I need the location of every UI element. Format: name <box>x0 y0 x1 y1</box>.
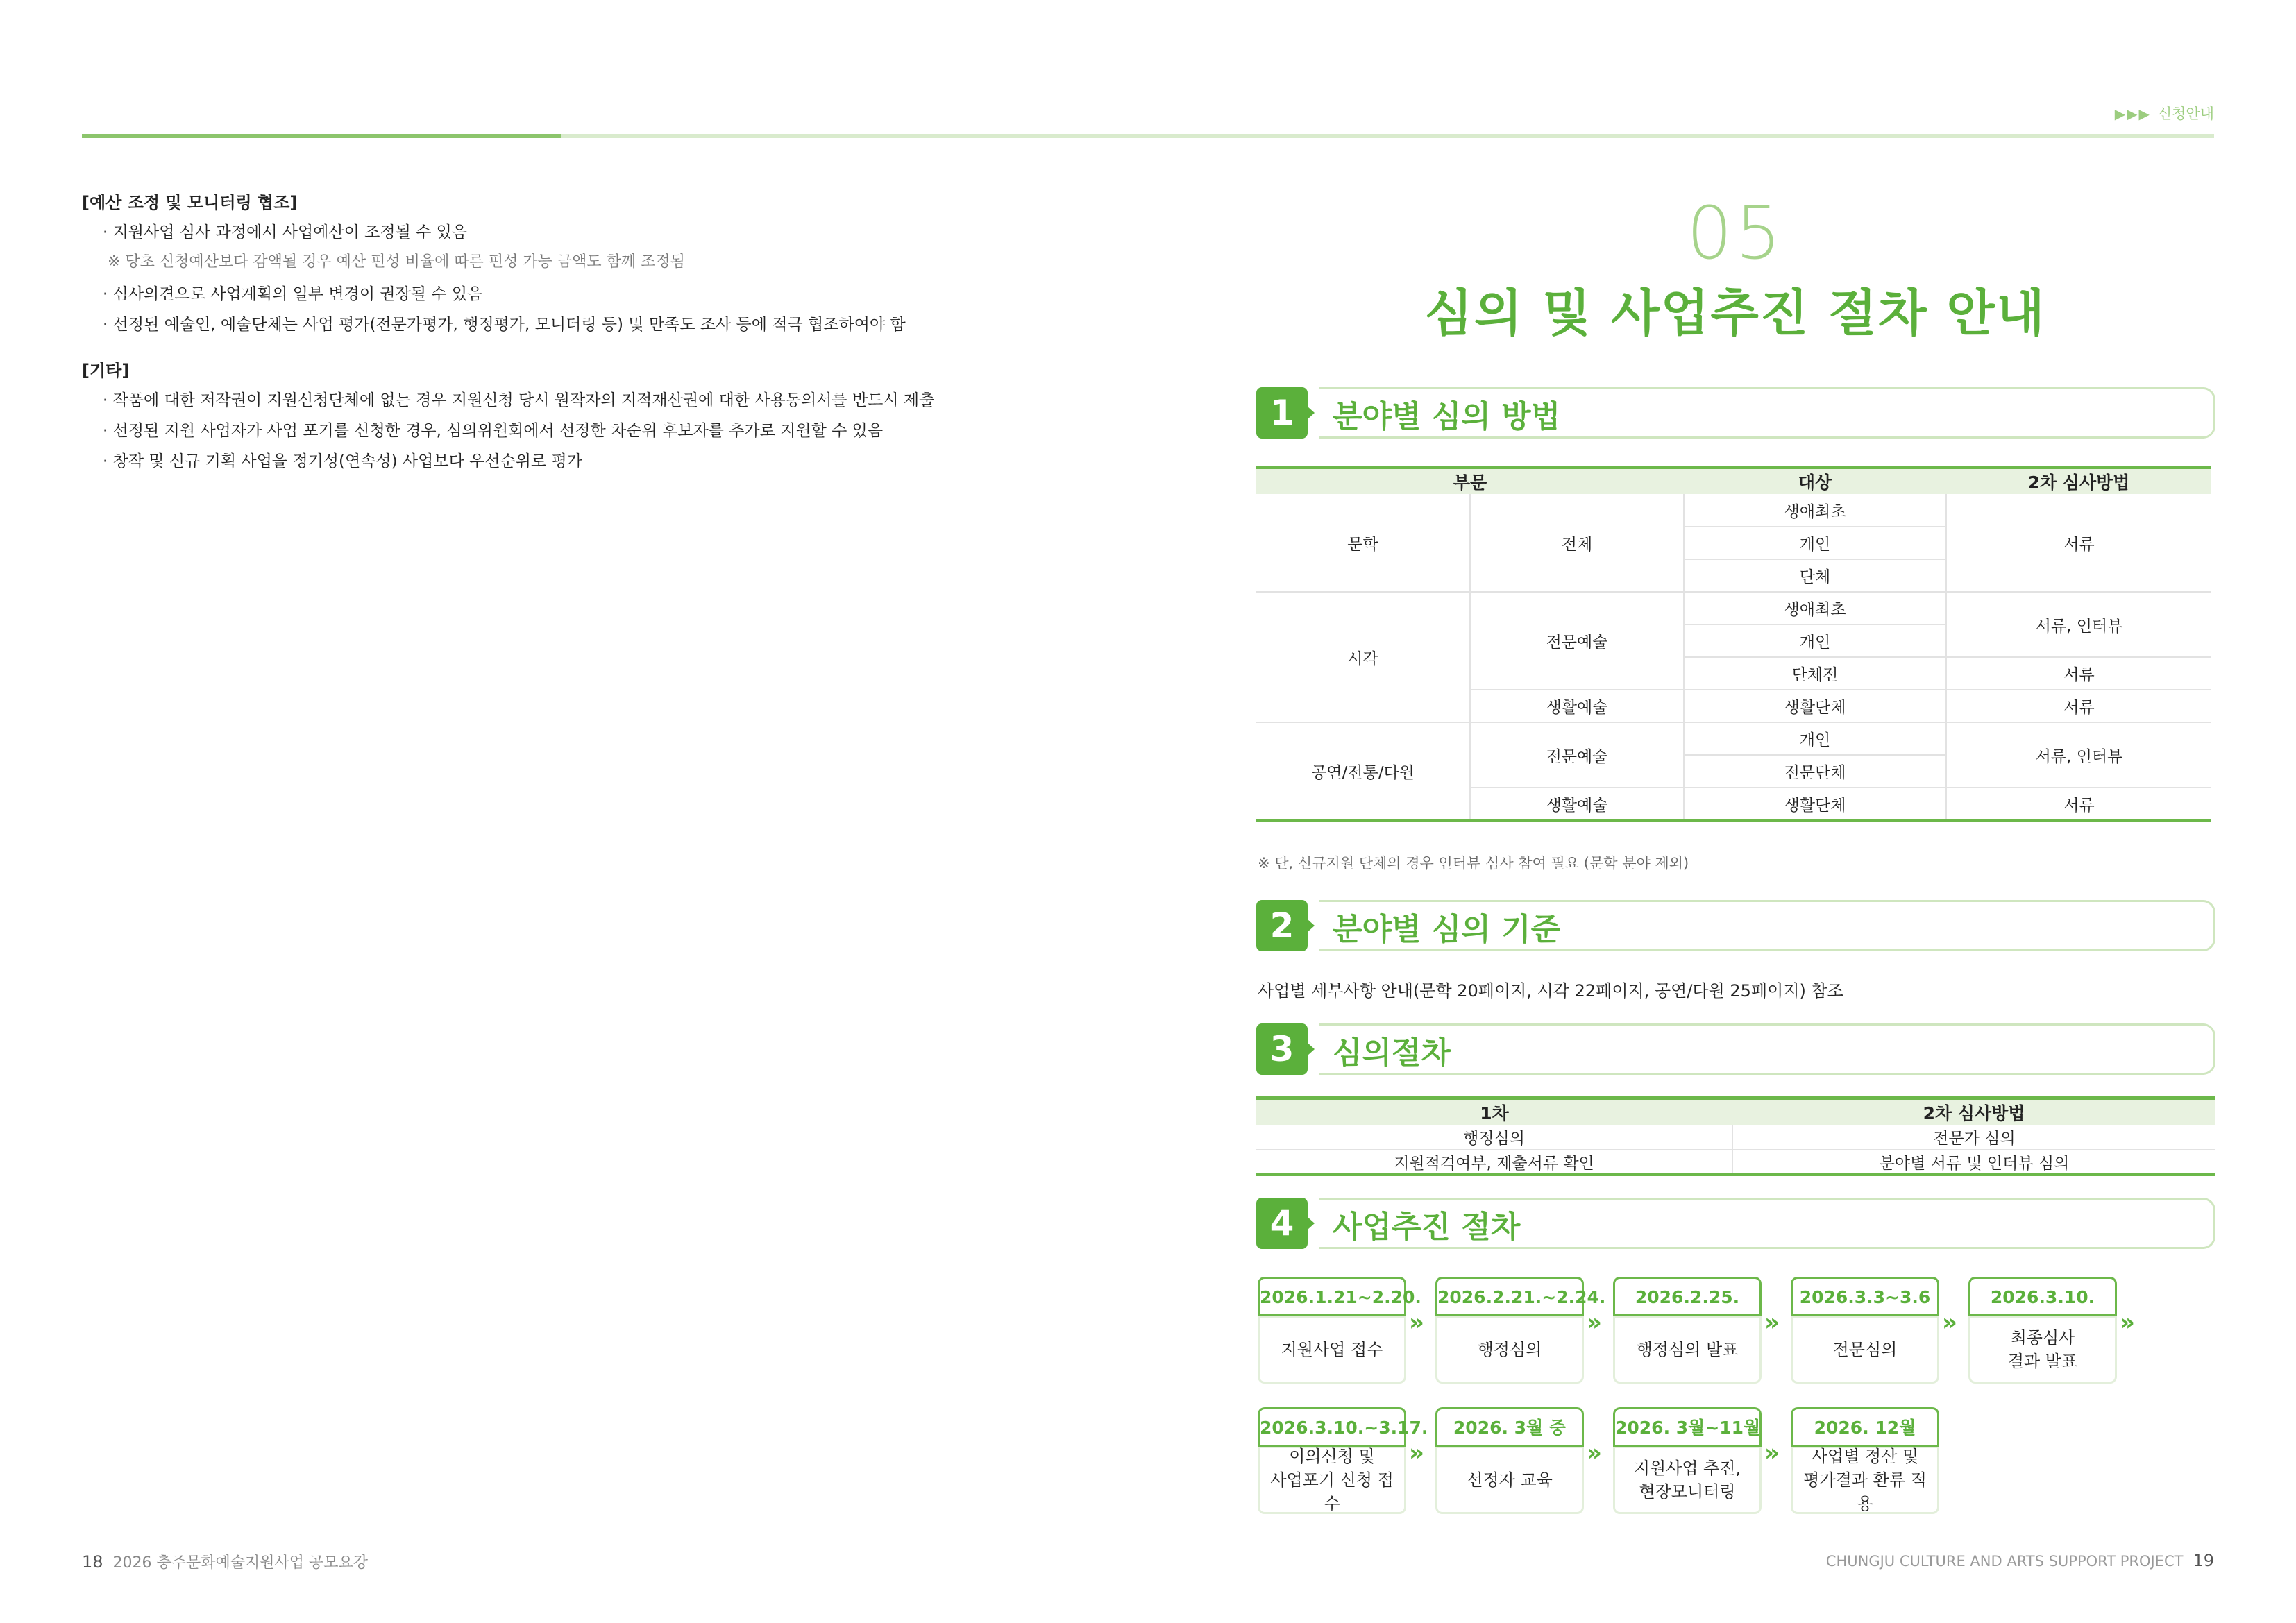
step-label: 지원사업 접수 <box>1281 1340 1383 1359</box>
step-divider <box>1258 1314 1406 1316</box>
subcategory-cell: 생활예술 <box>1470 788 1684 820</box>
step-label: 사업별 정산 및 <box>1811 1447 1919 1466</box>
etc-item: · 선정된 지원 사업자가 사업 포기를 신청한 경우, 심의위원회에서 선정한 차순위 후보자를 추가로 지원할 수 있음 <box>103 422 884 440</box>
target-cell: 전문단체 <box>1684 755 1946 788</box>
target-cell: 단체 <box>1684 559 1946 592</box>
section-2-heading <box>1256 900 2215 951</box>
section-3-heading <box>1256 1023 2215 1075</box>
header-cell: 2차 심사방법 <box>1946 468 2211 495</box>
step-body <box>1435 1446 1584 1514</box>
badge-pointer-icon <box>1308 1217 1315 1230</box>
step-body <box>1613 1446 1762 1514</box>
chapter-title: 심의 및 사업추진 절차 안내 <box>1424 284 2046 342</box>
method-cell: 서류 <box>1946 657 2211 690</box>
process-step <box>1968 1277 2117 1384</box>
section-1-heading <box>1256 387 2215 439</box>
step-divider <box>1613 1314 1762 1316</box>
process-step <box>1613 1277 1762 1384</box>
step-body <box>1791 1316 1939 1384</box>
etc-item: · 작품에 대한 저작권이 지원신청단체에 없는 경우 지원신청 당시 원작자의 지적재산권에 대한 사용동의서를 반드시 제출 <box>103 391 935 409</box>
step-label: 지원사업 추진, <box>1633 1459 1741 1478</box>
category-cell: 공연/전통/다원 <box>1256 722 1470 820</box>
step-label-2: 현장모니터링 <box>1639 1482 1736 1502</box>
step-divider <box>1791 1314 1939 1316</box>
target-cell: 개인 <box>1684 722 1946 755</box>
step-body <box>1258 1316 1406 1384</box>
step-label-2: 사업포기 신청 접수 <box>1270 1470 1394 1513</box>
budget-item: · 선정된 예술인, 예술단체는 사업 평가(전문가평가, 행정평가, 모니터링 등) 및 만족도 조사 등에 적극 협조하여야 함 <box>103 316 906 334</box>
etc-item: · 창작 및 신규 기획 사업을 정기성(연속성) 사업보다 우선순위로 평가 <box>103 452 582 470</box>
heading-frame <box>1319 1023 2215 1075</box>
chevron-right-icon: » <box>1764 1439 1780 1467</box>
step-body <box>1258 1446 1406 1514</box>
step-date: 2026. 3월~11월 <box>1613 1407 1762 1447</box>
step-label: 이의신청 및 <box>1289 1447 1375 1466</box>
chevron-right-icon: » <box>1587 1309 1602 1336</box>
section-number-badge: 3 <box>1256 1023 1308 1075</box>
table-row <box>1256 592 2211 624</box>
chapter-number: 05 <box>1686 191 1784 275</box>
step-body <box>1613 1316 1762 1384</box>
step-divider <box>1435 1445 1584 1447</box>
method-cell: 서류 <box>1946 690 2211 722</box>
chevron-right-icon: » <box>1942 1309 1957 1336</box>
subcategory-cell: 전문예술 <box>1470 722 1684 788</box>
footer-title: 2026 충주문화예술지원사업 공모요강 <box>112 1554 369 1572</box>
budget-section-title: [예산 조정 및 모니터링 협조] <box>82 193 298 212</box>
table-row <box>1256 722 2211 755</box>
step-body <box>1791 1446 1939 1514</box>
target-cell: 생애최초 <box>1684 592 1946 624</box>
footer-title: CHUNGJU CULTURE AND ARTS SUPPORT PROJECT <box>1825 1553 2184 1570</box>
header-cell: 부문 <box>1256 468 1684 495</box>
table-cell: 전문가 심의 <box>1732 1125 2215 1150</box>
target-cell: 생활단체 <box>1684 788 1946 820</box>
table-cell: 행정심의 <box>1256 1125 1732 1150</box>
process-step <box>1791 1407 1939 1514</box>
step-date: 2026. 12월 <box>1791 1407 1939 1447</box>
table-cell: 분야별 서류 및 인터뷰 심의 <box>1732 1150 2215 1175</box>
section-number-badge: 2 <box>1256 900 1308 951</box>
subcategory-cell: 생활예술 <box>1470 690 1684 722</box>
section-2-text: 사업별 세부사항 안내(문학 20페이지, 시각 22페이지, 공연/다원 25페이지) 참조 <box>1258 981 1843 1001</box>
step-label-2: 결과 발표 <box>2007 1352 2078 1371</box>
step-label: 행정심의 발표 <box>1636 1340 1739 1359</box>
table-header-row <box>1256 468 2211 495</box>
table-header-row <box>1256 1098 2215 1125</box>
badge-pointer-icon <box>1308 919 1315 932</box>
section-number-badge: 4 <box>1256 1198 1308 1249</box>
running-header-label: 신청안내 <box>2157 105 2214 122</box>
target-cell: 단체전 <box>1684 657 1946 690</box>
section-4-heading <box>1256 1198 2215 1249</box>
target-cell: 생애최초 <box>1684 494 1946 527</box>
table-row <box>1256 1150 2215 1175</box>
table-cell: 지원적격여부, 제출서류 확인 <box>1256 1150 1732 1175</box>
target-cell: 개인 <box>1684 527 1946 559</box>
header-cell: 2차 심사방법 <box>1732 1098 2215 1125</box>
step-label: 행정심의 <box>1477 1340 1542 1359</box>
chevron-right-icon: » <box>2120 1309 2135 1336</box>
subcategory-cell: 전문예술 <box>1470 592 1684 690</box>
category-cell: 문학 <box>1256 494 1470 592</box>
process-step <box>1435 1277 1606 1384</box>
running-header <box>2115 103 2214 124</box>
chevron-right-icon: » <box>1409 1309 1424 1336</box>
process-step <box>1258 1277 1421 1384</box>
section-title: 심의절차 <box>1333 1035 1451 1071</box>
table-note: ※ 단, 신규지원 단체의 경우 인터뷰 심사 참여 필요 (문학 분야 제외) <box>1258 855 1689 872</box>
step-label-2: 평가결과 환류 적용 <box>1803 1470 1927 1513</box>
page-number: 19 <box>2193 1551 2214 1570</box>
chevron-right-icon: » <box>1587 1439 1602 1467</box>
step-divider <box>1435 1314 1584 1316</box>
step-body <box>1435 1316 1584 1384</box>
header-cell: 1차 <box>1256 1098 1732 1125</box>
footer-left <box>82 1551 368 1572</box>
step-date: 2026. 3월 중 <box>1435 1407 1584 1447</box>
method-cell: 서류, 인터뷰 <box>1946 592 2211 657</box>
header-rule-accent <box>82 134 561 138</box>
step-divider <box>1791 1445 1939 1447</box>
header-cell: 대상 <box>1684 468 1946 495</box>
step-label: 선정자 교육 <box>1467 1470 1553 1490</box>
step-date: 2026.2.25. <box>1613 1277 1762 1317</box>
subcategory-cell: 전체 <box>1470 494 1684 592</box>
method-cell: 서류, 인터뷰 <box>1946 722 2211 788</box>
target-cell: 개인 <box>1684 624 1946 657</box>
step-date: 2026.2.21.~2.24. <box>1435 1277 1584 1317</box>
category-cell: 시각 <box>1256 592 1470 722</box>
review-procedure-table <box>1256 1096 2215 1176</box>
process-step <box>1613 1407 1762 1514</box>
method-cell: 서류 <box>1946 788 2211 820</box>
section-number-badge: 1 <box>1256 387 1308 439</box>
step-body <box>1968 1316 2117 1384</box>
budget-item: · 심사의견으로 사업계획의 일부 변경이 권장될 수 있음 <box>103 285 483 303</box>
page-number: 18 <box>82 1552 103 1572</box>
footer-right <box>1826 1551 2214 1570</box>
step-label: 전문심의 <box>1832 1340 1898 1359</box>
etc-section-title: [기타] <box>82 361 130 380</box>
step-date: 2026.3.3~3.6 <box>1791 1277 1939 1317</box>
badge-pointer-icon <box>1308 1043 1315 1055</box>
step-date: 2026.3.10.~3.17. <box>1258 1407 1406 1447</box>
triangle-arrows-icon: ▶▶▶ <box>2114 105 2151 122</box>
chevron-right-icon: » <box>1409 1439 1424 1467</box>
table-row <box>1256 494 2211 527</box>
badge-pointer-icon <box>1308 407 1315 419</box>
budget-note: ※ 당초 신청예산보다 감액될 경우 예산 편성 비율에 따른 편성 가능 금액도 함께 조정됨 <box>108 253 685 271</box>
step-date: 2026.3.10. <box>1968 1277 2117 1317</box>
target-cell: 생활단체 <box>1684 690 1946 722</box>
step-date: 2026.1.21~2.20. <box>1258 1277 1406 1317</box>
review-method-table <box>1256 466 2211 822</box>
section-title: 분야별 심의 기준 <box>1333 912 1561 947</box>
budget-item: · 지원사업 심사 과정에서 사업예산이 조정될 수 있음 <box>103 223 468 241</box>
step-divider <box>1613 1445 1762 1447</box>
step-divider <box>1968 1314 2117 1316</box>
method-cell: 서류 <box>1946 494 2211 592</box>
table-row <box>1256 1125 2215 1150</box>
process-step <box>1791 1277 1939 1384</box>
step-label: 최종심사 <box>2010 1328 2075 1348</box>
section-title: 분야별 심의 방법 <box>1333 399 1561 434</box>
step-divider <box>1258 1445 1406 1447</box>
chevron-right-icon: » <box>1764 1309 1780 1336</box>
process-step <box>1258 1407 1428 1514</box>
section-title: 사업추진 절차 <box>1333 1209 1521 1245</box>
process-step <box>1435 1407 1584 1514</box>
